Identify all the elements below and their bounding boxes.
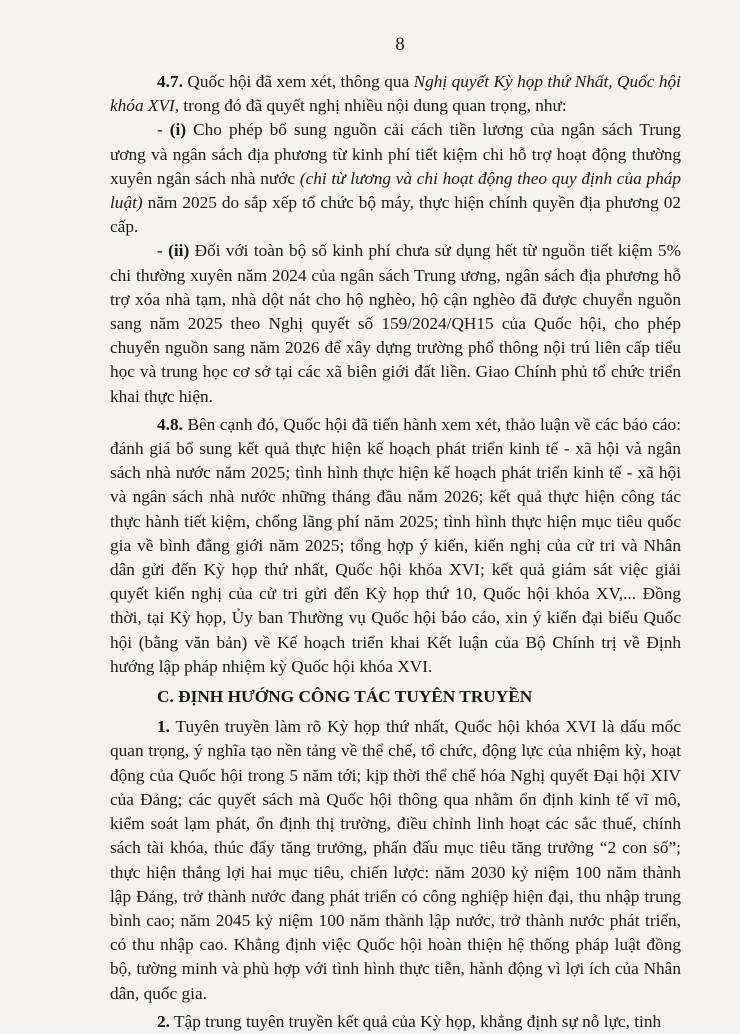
item-number: 1. bbox=[157, 717, 170, 737]
resolution-title: Nghị quyết Kỳ họp thứ Nhất, Quốc hội khóa XVI bbox=[110, 72, 681, 116]
paragraph-text: năm 2025 do sắp xếp tổ chức bộ máy, thực hiện chính quyền địa phương 02 cấp. bbox=[110, 193, 681, 237]
item-i bbox=[110, 118, 681, 239]
section-c-heading: C. ĐỊNH HƯỚNG CÔNG TÁC TUYÊN TRUYỀN bbox=[157, 687, 533, 707]
paragraph-text: Đối với toàn bộ số kinh phí chưa sử dụng hết từ nguồn tiết kiệm 5% chi thường xuyên năm 2024 của ngân sách Trung ương, ngân sách địa phương hỗ trợ xóa nhà tạm, nhà dột nát cho hộ nghèo, hộ cận nghèo đã được chuyển nguồn sang năm 2025 theo Nghị quyết số 159/2024/QH15 của Quốc hội, cho phép chuyển nguồn sang năm 2026 để xây dựng trường phổ thông nội trú liên cấp tiểu học và trung học cơ sở tại các xã biên giới đất liền. Giao Chính phủ tổ chức triển khai thực hiện. bbox=[110, 241, 681, 406]
paragraph-c-1 bbox=[110, 715, 681, 1005]
page-number: 8 bbox=[395, 34, 405, 55]
item-number: 2. bbox=[157, 1011, 170, 1031]
paragraph-text: , trong đó đã quyết nghị nhiều nội dung quan trọng, như: bbox=[174, 96, 567, 116]
section-number-4-8: 4.8. bbox=[157, 414, 183, 434]
section-number-4-7: 4.7. bbox=[157, 72, 183, 91]
paragraph-text: Quốc hội đã xem xét, thông qua bbox=[182, 72, 414, 91]
item-dash: - bbox=[157, 241, 169, 261]
paragraph-4-8 bbox=[110, 413, 681, 679]
item-ii bbox=[110, 239, 681, 408]
document-body bbox=[110, 70, 681, 1034]
paragraph-4-7 bbox=[110, 70, 681, 118]
paragraph-text: Bên cạnh đó, Quốc hội đã tiến hành xem xét, thảo luận về các báo cáo: đánh giá bổ sung kết quả thực hiện kế hoạch phát triển kinh tế - xã hội và ngân sách nhà nước năm 2025; tình hình thực hiện kế hoạch phát triển kinh tế - xã hội và ngân sách nhà nước những tháng đầu năm 2026; kết quả thực hiện công tác thực hành tiết kiệm, chống lãng phí năm 2025; tình hình thực hiện mục tiêu quốc gia về bình đẳng giới năm 2025; tổng hợp ý kiến, kiến nghị của cử tri và Nhân dân gửi đến Kỳ họp thứ nhất, Quốc hội khóa XVI; kết quả giám sát việc giải quyết kiến nghị của cử tri gửi đến Kỳ họp thứ 10, Quốc hội khóa XV,... Đồng thời, tại Kỳ họp, Ủy ban Thường vụ Quốc hội báo cáo, xin ý kiến đại biểu Quốc hội (bằng văn bản) về Kế hoạch triển khai Kết luận của Bộ Chính trị về Định hướng lập pháp nhiệm kỳ Quốc hội khóa XVI. bbox=[110, 414, 681, 676]
paragraph-text: Cho phép bổ sung nguồn cải cách tiền lương của ngân sách Trung ương và ngân sách địa phương từ kinh phí tiết kiệm chi hỗ trợ hoạt động thường xuyên ngân sách nhà nước bbox=[110, 120, 681, 188]
item-dash: - bbox=[157, 120, 170, 140]
paragraph-text: Tập trung tuyên truyền kết quả của Kỳ họp, khẳng định sự nỗ lực, tinh bbox=[169, 1011, 662, 1031]
item-label: (ii) bbox=[168, 241, 190, 261]
italic-note: (chi từ lương và chi hoạt động theo quy định của pháp luật) bbox=[110, 168, 681, 213]
paragraph-text: Tuyên truyền làm rõ Kỳ họp thứ nhất, Quốc hội khóa XVI là dấu mốc quan trọng, ý nghĩa tạo nền tảng về thể chế, tổ chức, động lực của nhiệm kỳ, hoạt động của Quốc hội trong 5 năm tới; kịp thời thể chế hóa Nghị quyết Đại hội XIV của Đảng; các quyết sách mà Quốc hội thông qua nhằm ổn định kinh tế vĩ mô, kiểm soát lạm phát, ổn định thị trường, điều chỉnh linh hoạt các sắc thuế, chính sách tài khóa, thúc đẩy tăng trưởng, phấn đấu mục tiêu tăng trưởng “2 con số”; thực hiện thắng lợi hai mục tiêu, chiến lược: năm 2030 kỷ niệm 100 năm thành lập Đảng, trở thành nước đang phát triển có công nghiệp hiện đại, thu nhập trung bình cao; năm 2045 kỷ niệm 100 năm thành lập nước, trở thành nước phát triển, có thu nhập cao. Khẳng định việc Quốc hội hoàn thiện hệ thống pháp luật đồng bộ, tường minh và phù hợp với tình hình thực tiễn, hành động vì lợi ích của Nhân dân, quốc gia. bbox=[110, 717, 681, 1003]
paragraph-c-2 bbox=[110, 1010, 681, 1034]
item-label: (i) bbox=[169, 120, 187, 140]
